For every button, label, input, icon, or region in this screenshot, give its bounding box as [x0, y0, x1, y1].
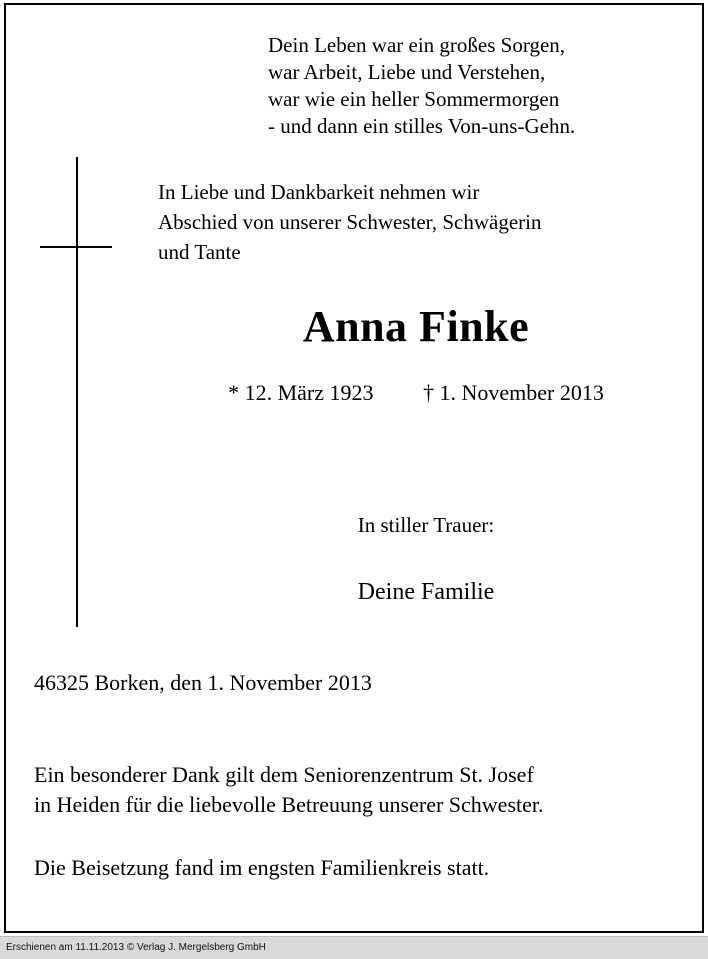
- mourning-label: In stiller Trauer:: [357, 513, 495, 537]
- place-and-date: 46325 Borken, den 1. November 2013: [34, 670, 372, 695]
- poem-line: - und dann ein stilles Von-uns-Gehn.: [268, 114, 576, 138]
- life-dates: [146, 380, 686, 406]
- thanks-line: Ein besonderer Dank gilt dem Seniorenzentrum St. Josef: [34, 762, 534, 787]
- thanks-block: [34, 760, 684, 820]
- poem-line: war Arbeit, Liebe und Verstehen,: [268, 60, 546, 84]
- cross-icon: [68, 157, 132, 627]
- poem-line: Dein Leben war ein großes Sorgen,: [268, 33, 566, 57]
- intro-line: In Liebe und Dankbarkeit nehmen wir: [158, 180, 480, 204]
- burial-note: Die Beisetzung fand im engsten Familienkreis statt.: [34, 855, 490, 880]
- intro-line: Abschied von unserer Schwester, Schwägerin: [158, 210, 542, 234]
- intro-block: [158, 177, 686, 267]
- cross-horizontal-bar: [40, 246, 112, 248]
- poem-line: war wie ein heller Sommermorgen: [268, 87, 560, 111]
- mourning-family: Deine Familie: [357, 579, 495, 605]
- thanks-line: in Heiden für die liebevolle Betreuung unserer Schwester.: [34, 792, 544, 817]
- birth-date: * 12. März 1923: [228, 380, 374, 405]
- poem-block: [268, 32, 688, 140]
- footer-bar: [0, 936, 708, 959]
- cross-vertical-bar: [76, 157, 78, 627]
- deceased-name: Anna Finke: [302, 302, 530, 351]
- intro-line: und Tante: [158, 240, 241, 264]
- footer-publisher-text: Erschienen am 11.11.2013 © Verlag J. Mergelsberg GmbH: [6, 942, 266, 953]
- death-date: † 1. November 2013: [423, 380, 604, 405]
- obituary-frame: [4, 3, 704, 933]
